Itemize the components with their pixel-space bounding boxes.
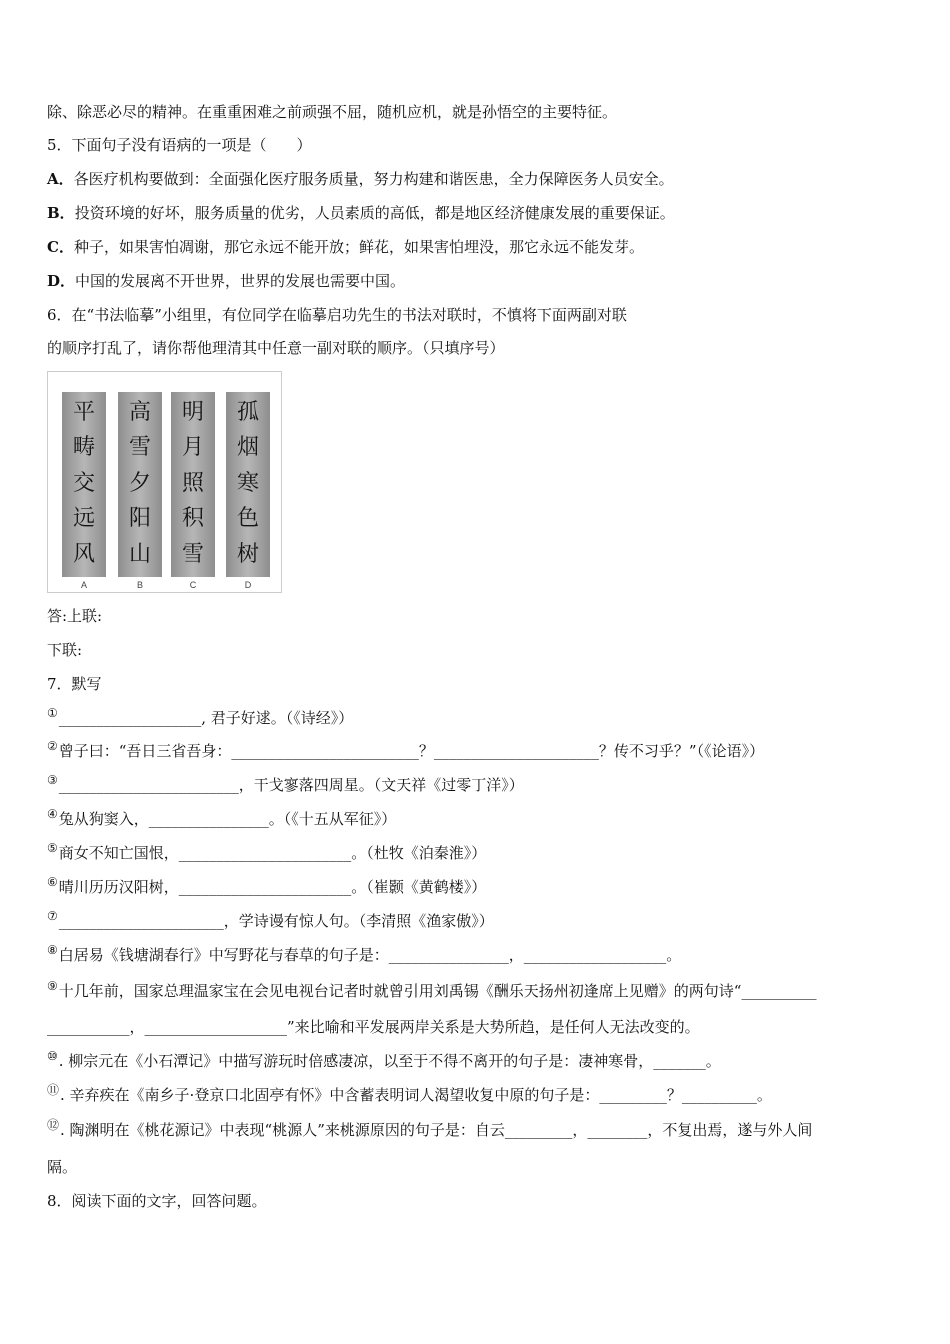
couplet-char: 畴: [72, 435, 95, 460]
couplet-label-d: D: [244, 580, 252, 590]
option-a: [47, 168, 910, 190]
answer-upper: 答:上联:: [47, 607, 103, 625]
dictation-5: [47, 842, 910, 864]
dictation-2-text: 曾子曰：“吾日三省吾身：_________________________？______________________？传不习乎？”（《论语》）: [58, 742, 765, 760]
dictation-7-text: ______________________，学诗谩有惊人句。（李清照《渔家傲》）: [58, 912, 494, 930]
option-letter: A．: [47, 170, 74, 188]
dictation-9-line1: [47, 980, 910, 1002]
dictation-11: [47, 1084, 910, 1106]
marker-9: ⑨: [47, 979, 58, 993]
couplet-char: 树: [236, 542, 259, 567]
couplet-label-b: B: [136, 580, 143, 590]
dictation-7: [47, 910, 910, 932]
dictation-12-text: . 陶渊明在《桃花源记》中表现“桃源人”来桃源原因的句子是：自云_________，________，不复出焉，遂与外人间: [60, 1121, 813, 1139]
couplet-char: 阳: [128, 506, 151, 531]
couplet-char: 积: [181, 506, 204, 531]
marker-2: ②: [47, 739, 58, 753]
marker-4: ④: [47, 807, 58, 821]
option-letter: D．: [47, 272, 76, 290]
couplet-strip-d: [226, 392, 270, 577]
option-d: [47, 270, 910, 292]
marker-12: ⑫: [47, 1118, 60, 1132]
dictation-12-line1: [47, 1119, 910, 1141]
couplet-char: 高: [128, 400, 151, 425]
dictation-10: [47, 1050, 910, 1072]
dictation-9-text: 十几年前，国家总理温家宝在会见电视台记者时就曾引用刘禹锡《酬乐天扬州初逢席上见赠》的两句诗“__________: [58, 982, 817, 1000]
dictation-3: [47, 774, 910, 796]
marker-3: ③: [47, 773, 58, 787]
dictation-1-text: ___________________, 君子好逑。（《诗经》）: [58, 709, 354, 727]
marker-8: ⑧: [47, 943, 58, 957]
question-6-line2: 的顺序打乱了，请你帮他理清其中任意一副对联的顺序。（只填序号）: [47, 339, 505, 357]
couplet-char: 平: [72, 400, 95, 425]
marker-11: ⑪: [47, 1083, 60, 1097]
option-c: [47, 236, 910, 258]
couplet-char: 色: [236, 506, 259, 531]
dictation-12-line2: 隔。: [47, 1158, 78, 1176]
couplet-char: 风: [72, 542, 95, 567]
couplet-label-a: A: [80, 580, 87, 590]
calligraphy-couplet-image: [47, 371, 282, 593]
dictation-1: [47, 707, 910, 729]
couplet-char: 月: [181, 435, 204, 460]
option-letter: B．: [47, 204, 75, 222]
couplet-char: 孤: [236, 400, 259, 425]
dictation-6-text: 晴川历历汉阳树，_______________________。（崔颢《黄鹤楼》）: [58, 878, 487, 896]
answer-lower: 下联:: [47, 641, 83, 659]
dictation-10-text: . 柳宗元在《小石潭记》中描写游玩时倍感凄凉，以至于不得不离开的句子是：凄神寒骨，_______。: [58, 1052, 721, 1070]
question-5: 5．下面句子没有语病的一项是（ ）: [47, 136, 312, 154]
couplet-char: 雪: [128, 435, 151, 460]
question-6-line1: 6．在“书法临摹”小组里，有位同学在临摹启功先生的书法对联时，不慎将下面两副对联: [47, 306, 627, 324]
dictation-11-text: . 辛弃疾在《南乡子·登京口北固亭有怀》中含蓄表明词人渴望收复中原的句子是：_________？__________。: [60, 1086, 772, 1104]
couplet-char: 雪: [181, 542, 204, 567]
dictation-4-text: 兔从狗窦入，________________。（《十五从军征》）: [58, 810, 397, 828]
option-text: 投资环境的好坏，服务质量的优劣，人员素质的高低，都是地区经济健康发展的重要保证。: [74, 204, 675, 222]
couplet-char: 交: [72, 471, 95, 496]
couplet-strip-b: [118, 392, 162, 577]
couplet-char: 夕: [128, 471, 151, 496]
marker-10: ⑩: [47, 1049, 58, 1063]
couplet-char: 山: [128, 542, 151, 567]
couplet-char: 照: [181, 471, 204, 496]
dictation-9-line2: ___________，___________________”来比喻和平发展两岸关系是大势所趋，是任何人无法改变的。: [47, 1018, 700, 1036]
dictation-8-text: 白居易《钱塘湖春行》中写野花与春草的句子是：________________，___________________。: [58, 946, 682, 964]
dictation-4: [47, 808, 910, 830]
option-letter: C．: [47, 238, 74, 256]
marker-1: ①: [47, 706, 58, 720]
couplet-strip-a: [62, 392, 106, 577]
dictation-5-text: 商女不知亡国恨，_______________________。（杜牧《泊秦淮》）: [58, 844, 487, 862]
question-8: 8．阅读下面的文字，回答问题。: [47, 1192, 267, 1210]
line-intro: 除、除恶必尽的精神。在重重困难之前顽强不屈，随机应机，就是孙悟空的主要特征。: [47, 103, 618, 121]
couplet-char: 寒: [236, 471, 259, 496]
option-text: 种子，如果害怕凋谢，那它永远不能开放；鲜花，如果害怕埋没，那它永远不能发芽。: [73, 238, 644, 256]
option-text: 中国的发展离不开世界，世界的发展也需要中国。: [75, 272, 406, 290]
couplet-strip-c: [171, 392, 215, 577]
option-text: 各医疗机构要做到：全面强化医疗服务质量，努力构建和谐医患，全力保障医务人员安全。: [73, 170, 674, 188]
dictation-2: [47, 740, 910, 762]
marker-7: ⑦: [47, 909, 58, 923]
dictation-6: [47, 876, 910, 898]
option-b: [47, 202, 910, 224]
marker-6: ⑥: [47, 875, 58, 889]
marker-5: ⑤: [47, 841, 58, 855]
couplet-char: 烟: [236, 435, 259, 460]
couplet-char: 明: [181, 400, 204, 425]
dictation-3-text: ________________________，干戈寥落四周星。（文天祥《过零丁洋》）: [58, 776, 524, 794]
couplet-char: 远: [72, 506, 95, 531]
couplet-label-c: C: [189, 580, 197, 590]
dictation-8: [47, 944, 910, 966]
question-7: 7．默写: [47, 675, 102, 693]
